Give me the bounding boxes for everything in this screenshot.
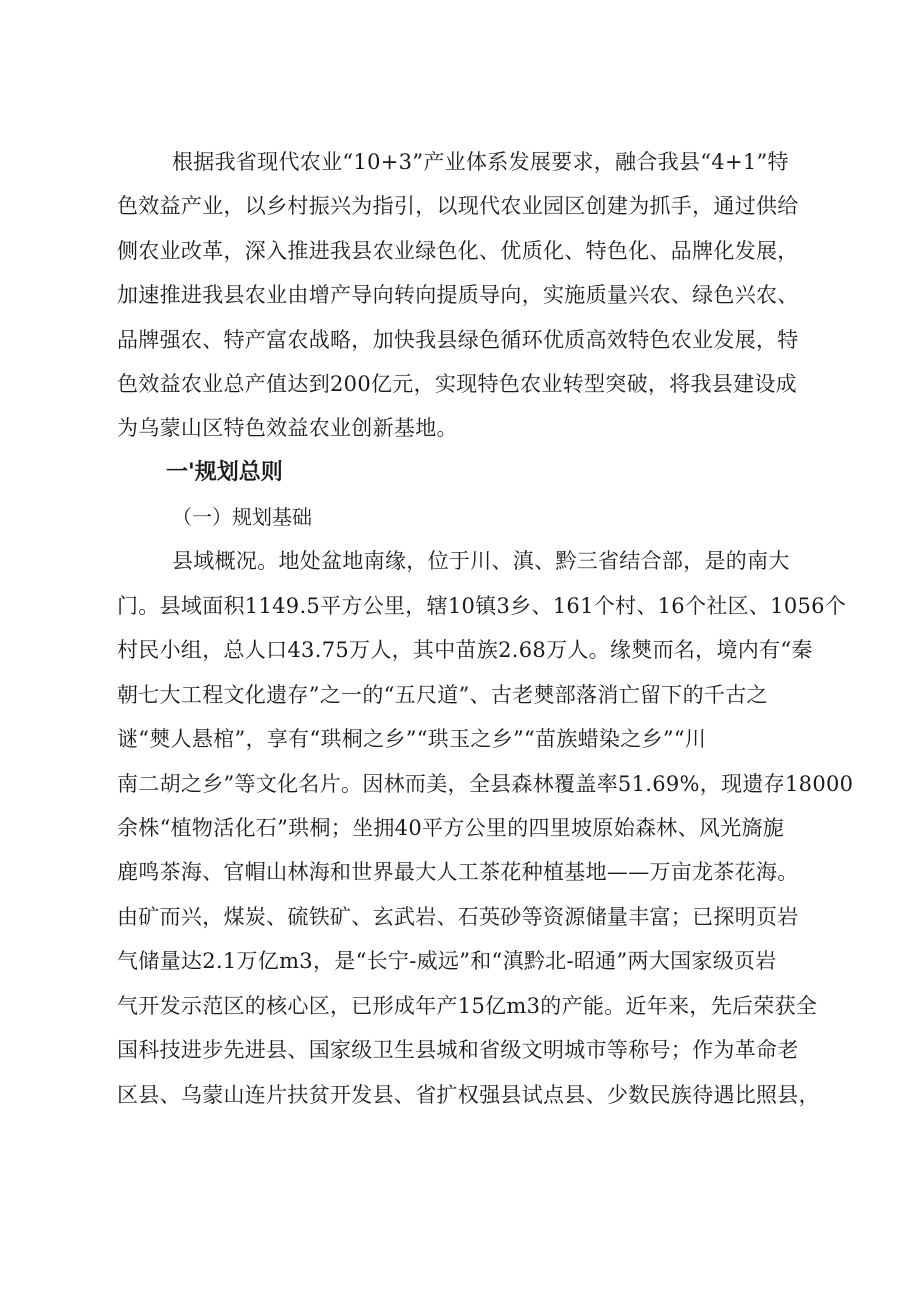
paragraph-2-line-7: 余株“植物活化石”珙桐；坐拥40平方公里的四里坡原始森林、风光旖旎 xyxy=(117,816,785,840)
section-heading: 一'规划总则 xyxy=(166,460,283,485)
paragraph-1-line-4: 加速推进我县农业由增产导向转向提质导向，实施质量兴农、绿色兴农、 xyxy=(117,283,799,307)
paragraph-1-line-6: 色效益农业总产值达到200亿元，实现特色农业转型突破，将我县建设成 xyxy=(117,372,797,396)
paragraph-2-line-8: 鹿鸣茶海、官帽山林海和世界最大人工茶花种植基地——万亩龙茶花海。 xyxy=(117,860,799,884)
paragraph-2-line-5: 谜“僰人悬棺”，享有“珙桐之乡”“珙玉之乡”“苗族蜡染之乡”“川 xyxy=(117,727,707,751)
paragraph-1-line-7: 为乌蒙山区特色效益农业创新基地。 xyxy=(117,416,458,440)
paragraph-2-line-9: 由矿而兴，煤炭、硫铁矿、玄武岩、石英砂等资源储量丰富；已探明页岩 xyxy=(117,905,799,929)
paragraph-1-line-1: 根据我省现代农业“10+3”产业体系发展要求，融合我县“4+1”特 xyxy=(172,150,789,174)
paragraph-1-line-2: 色效益产业，以乡村振兴为指引，以现代农业园区创建为抓手，通过供给 xyxy=(117,194,799,218)
paragraph-2-line-3: 村民小组，总人口43.75万人，其中苗族2.68万人。缘僰而名，境内有“秦 xyxy=(117,638,813,662)
paragraph-2-line-1: 县域概况。地处盆地南缘，位于川、滇、黔三省结合部，是的南大 xyxy=(172,549,790,573)
paragraph-2-line-10: 气储量达2.1万亿m3，是“长宁-威远”和“滇黔北-昭通”两大国家级页岩 xyxy=(117,949,777,973)
paragraph-2-line-12: 国科技进步先进县、国家级卫生县城和省级文明城市等称号；作为革命老 xyxy=(117,1038,799,1062)
paragraph-2-line-4: 朝七大工程文化遗存”之一的“五尺道”、古老僰部落消亡留下的千古之 xyxy=(117,683,768,707)
paragraph-2-line-11: 气开发示范区的核心区，已形成年产15亿m3的产能。近年来，先后荣获全 xyxy=(117,994,818,1018)
subsection-heading: （一）规划基础 xyxy=(172,505,312,529)
paragraph-1-line-3: 侧农业改革，深入推进我县农业绿色化、优质化、特色化、品牌化发展， xyxy=(117,239,799,263)
paragraph-2-line-13: 区县、乌蒙山连片扶贫开发县、省扩权强县试点县、少数民族待遇比照县， xyxy=(117,1083,820,1107)
paragraph-1-line-5: 品牌强农、特产富农战略，加快我县绿色循环优质高效特色农业发展，特 xyxy=(117,328,799,352)
paragraph-2-line-6: 南二胡之乡”等文化名片。因林而美，全县森林覆盖率51.69%，现遗存18000 xyxy=(117,772,854,796)
paragraph-2-line-2: 门。县域面积1149.5平方公里，辖10镇3乡、161个村、16个社区、1056个 xyxy=(117,594,847,618)
